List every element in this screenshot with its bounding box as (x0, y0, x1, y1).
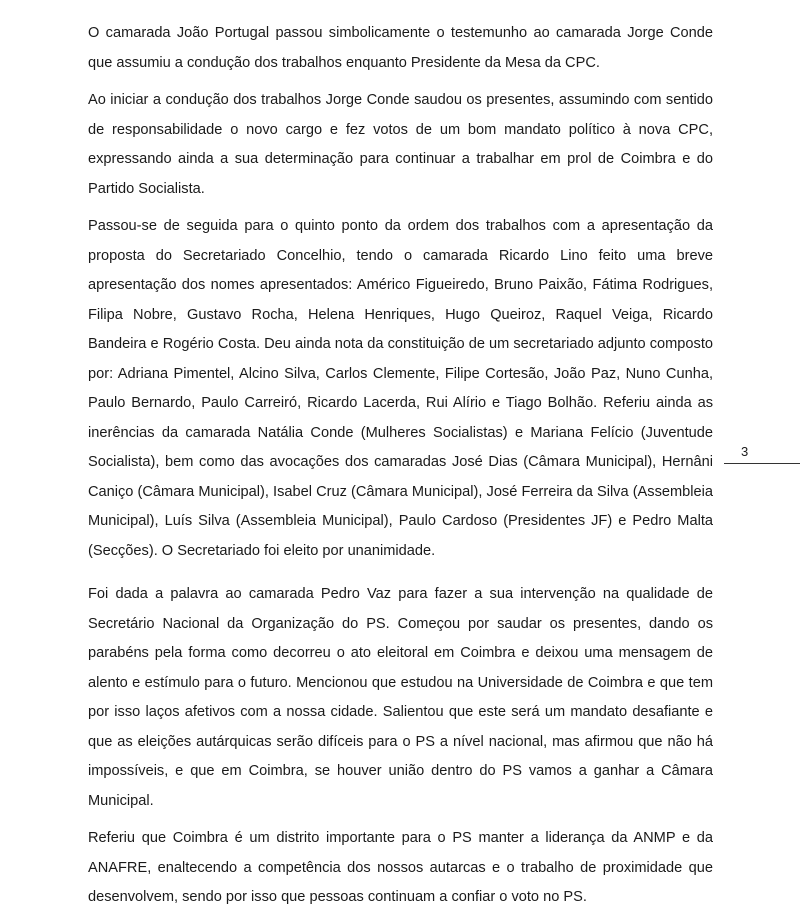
paragraph-testemunho: O camarada João Portugal passou simbolicamente o testemunho ao camarada Jorge Conde que assumiu a condução dos trabalhos enquanto Presidente da Mesa da CPC. (88, 25, 713, 71)
paragraph-saudacao: Ao iniciar a condução dos trabalhos Jorge Conde saudou os presentes, assumindo com sentido de responsabilidade o novo cargo e fez votos de um bom mandato político à nova CPC, expressando ainda a sua determinação para continuar a trabalhar em prol de Coimbra e do Partido Socialista. (88, 92, 713, 197)
page-number: 3 (741, 444, 749, 459)
page-number-rule (724, 463, 800, 464)
paragraph-intervencao: Foi dada a palavra ao camarada Pedro Vaz para fazer a sua intervenção na qualidade de Secretário Nacional da Organização do PS. Começou por saudar os presentes, dando os parabéns pela forma como decorreu o ato eleitoral em Coimbra e deixou uma mensagem de alento e estímulo para o futuro. Mencionou que estudou na Universidade de Coimbra e que tem por isso laços afetivos com a nossa cidade. Salientou que este será um mandato desafiante e que as eleições autárquicas serão difíceis para o PS a nível nacional, mas afirmou que não há impossíveis, e que em Coimbra, se houver união dentro do PS vamos a ganhar a Câmara Municipal. (88, 586, 713, 809)
paragraph-secretariado: Passou-se de seguida para o quinto ponto da ordem dos trabalhos com a apresentação da proposta do Secretariado Concelhio, tendo o camarada Ricardo Lino feito uma breve apresentação dos nomes apresentados: Américo Figueiredo, Bruno Paixão, Fátima Rodrigues, Filipa Nobre, Gustavo Rocha, Helena Henriques, Hugo Queiroz, Raquel Veiga, Ricardo Bandeira e Rogério Costa. Deu ainda nota da constituição de um secretariado adjunto composto por: Adriana Pimentel, Alcino Silva, Carlos Clemente, Filipe Cortesão, João Paz, Nuno Cunha, Paulo Bernardo, Paulo Carreiró, Ricardo Lacerda, Rui Alírio e Tiago Bolhão. Referiu ainda as inerências da camarada Natália Conde (Mulheres Socialistas) e Mariana Felício (Juventude Socialista), bem como das avocações dos camaradas José Dias (Câmara Municipal), Hernâni Caniço (Câmara Municipal), Isabel Cruz (Câmara Municipal), José Ferreira da Silva (Assembleia Municipal), Luís Silva (Assembleia Municipal), Paulo Cardoso (Presidentes JF) e Pedro Malta (Secções). O Secretariado foi eleito por unanimidade. (88, 218, 713, 559)
document-body (88, 19, 713, 913)
paragraph-anmp: Referiu que Coimbra é um distrito importante para o PS manter a liderança da ANMP e da ANAFRE, enaltecendo a competência dos nossos autarcas e o trabalho de proximidade que desenvolvem, sendo por isso que pessoas continuam a confiar o voto no PS. (88, 830, 713, 905)
